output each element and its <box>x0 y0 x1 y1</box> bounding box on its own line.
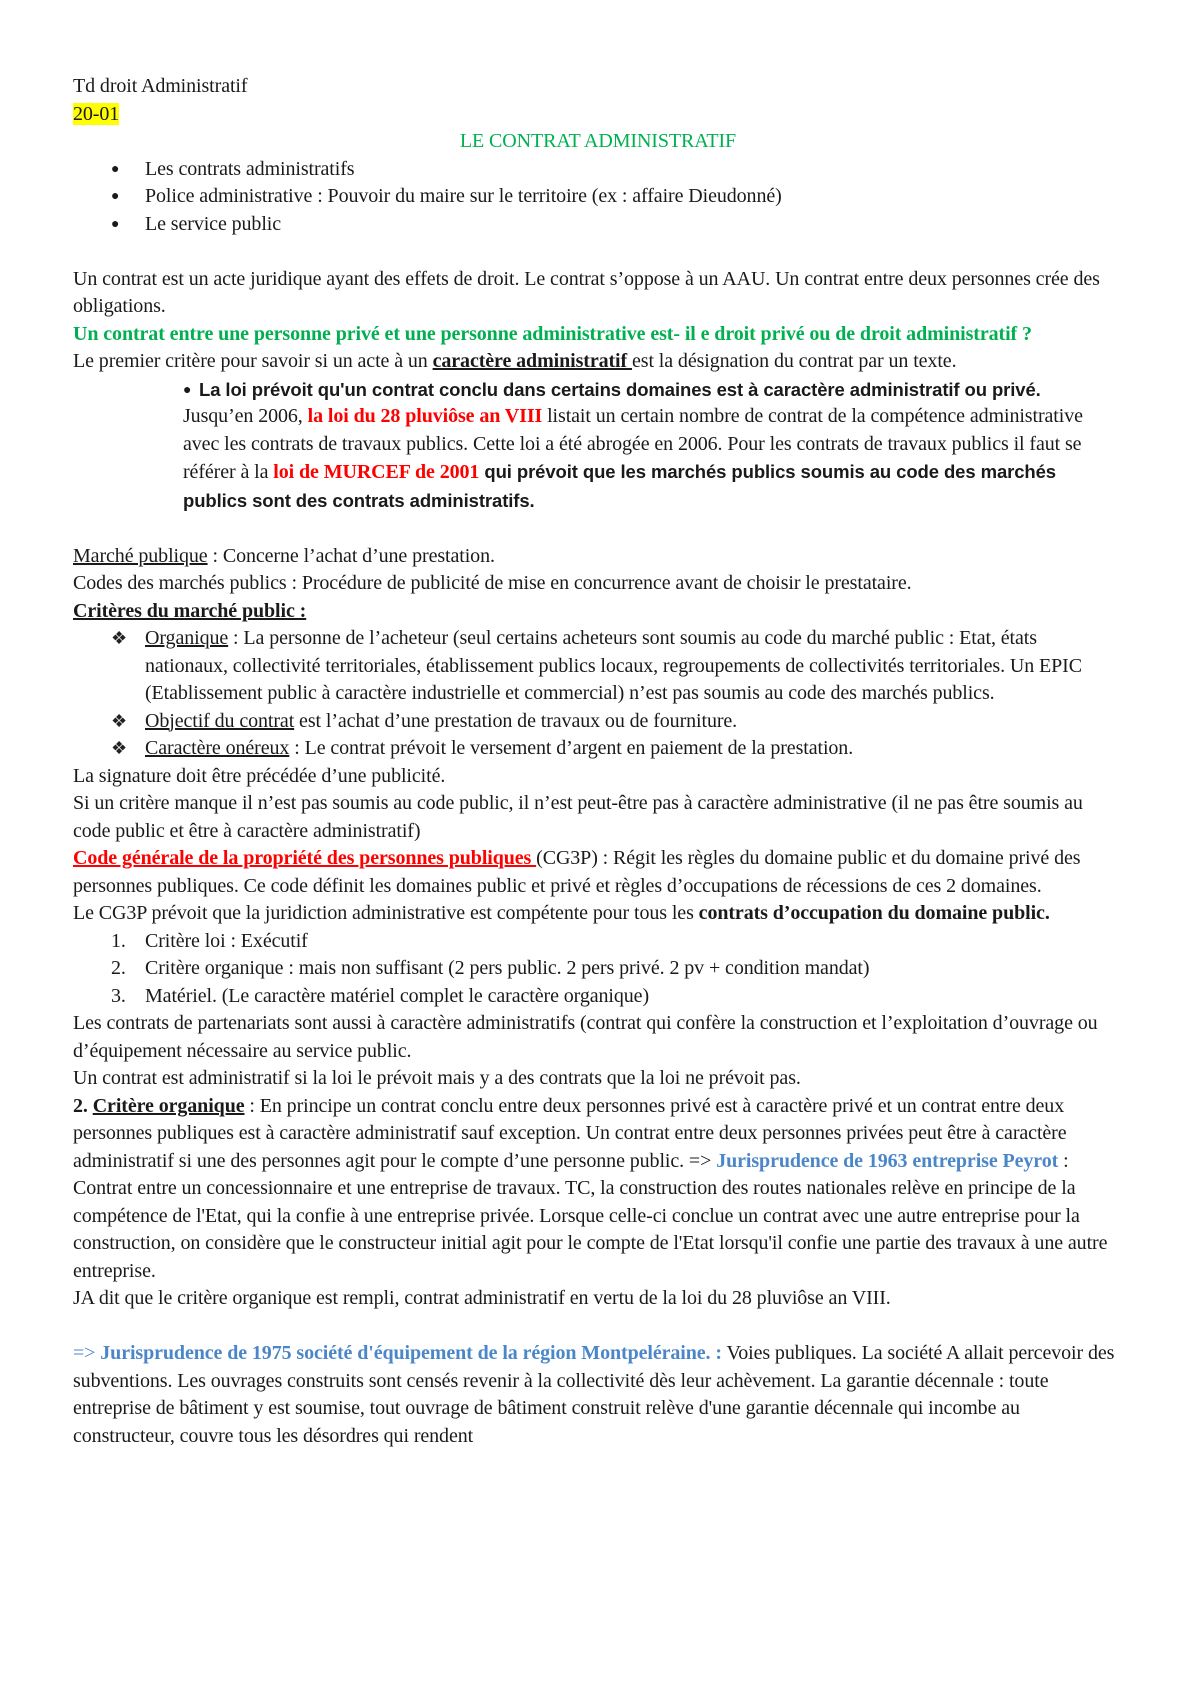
list-item: 2. Critère organique : mais non suffisant (2 pers public. 2 pers privé. 2 pv + condition mandat) <box>111 957 870 979</box>
organique-paragraph: 2. Critère organique : En principe un contrat conclu entre deux personnes privé est à caractère privé et un contrat entre deux personnes publiques est à caractère administratif sauf exception. Un contrat entre deux personnes privées peut être à caractère administratif si une des personnes agit pour le compte d’une personne public. => Jurisprudence de 1963 entreprise Peyrot : Contrat entre un concessionnaire et une entreprise de travaux. TC, la construction des routes nationales relève en principe de la compétence de l'Etat, qui la confie à une entreprise privée. Lorsque celle-ci conclue un contrat avec une autre entreprise pour la construction, on considère que le constructeur initial agit pour le compte de l'Etat lorsqu'il confie une partie des travaux à une autre entreprise. <box>73 1094 1108 1282</box>
law-paragraph: Jusqu’en 2006, la loi du 28 pluviôse an VIII listait un certain nombre de contrat de la compétence administrative avec les contrats de travaux publics. Cette loi a été abrogée en 2006. Pour les contrats de travaux publics il faut se référer à la loi de MURCEF de 2001 qui prévoit que les marchés publics soumis au code des marchés publics sont des contrats administratifs. <box>183 405 1083 511</box>
section-title: Critère organique <box>92 1094 245 1117</box>
numbered-list <box>73 928 1123 1011</box>
bullet-icon: ● <box>111 161 120 177</box>
criteria-heading: Critères du marché public : <box>73 599 307 622</box>
marche-definition: Marché publique : Concerne l’achat d’une prestation. <box>73 544 495 567</box>
diamond-bullet-icon: ❖ <box>111 738 128 758</box>
montpel-paragraph: => Jurisprudence de 1975 société d'équipement de la région Montpeléraine. : Voies publiques. La société A allait percevoir des subventions. Les ouvrages construits sont censés revenir à la collectivité dès leur achèvement. La garantie décennale : toute entreprise de bâtiment y est soumise, tout ouvrage de bâtiment construit relève d'une garantie décennale qui incombe au constructeur, couvre tous les désordres qui rendent <box>73 1342 1115 1447</box>
list-item: ❖ Organique : La personne de l’acheteur (seul certains acheteurs sont soumis au code du marché public : Etat, états nationaux, collectivité territoriales, établissement publics locaux, regroupements de collectivités territoriales. Un EPIC (Etablissement public à caractère industrielle et commercial) n’est pas soumis au code des marchés publics. <box>111 627 1082 704</box>
code-name: Code générale de la propriété des personnes publiques <box>73 847 537 869</box>
cg3p-paragraph: Code générale de la propriété des personnes publiques (CG3P) : Régit les règles du domaine public et du domaine privé des personnes publiques. Ce code définit les domaines public et privé et règles d’occupations de récessions de ces 2 domaines. <box>73 847 1081 897</box>
bullet-icon: ● <box>111 216 120 232</box>
topics-list <box>73 156 1123 239</box>
criteria-list <box>73 625 1123 763</box>
bullet-icon: ● <box>183 380 192 397</box>
codes-paragraph: Codes des marchés publics : Procédure de publicité de mise en concurrence avant de choisir le prestataire. <box>73 572 912 594</box>
date-highlight: 20-01 <box>73 102 120 125</box>
law-reference: loi de MURCEF de 2001 <box>273 461 480 483</box>
list-item: ❖ Caractère onéreux : Le contrat prévoit le versement d’argent en paiement de la prestation. <box>73 735 1123 763</box>
list-item: 1. Critère loi : Exécutif <box>111 929 308 952</box>
list-item: ❖ Objectif du contrat est l’achat d’une prestation de travaux ou de fourniture. <box>73 708 1123 736</box>
document-body <box>73 73 1123 1450</box>
intro-paragraph: Un contrat est un acte juridique ayant des effets de droit. Le contrat s’oppose à un AAU. Un contrat entre deux personnes crée des obligations. <box>73 267 1100 317</box>
signature-paragraph: La signature doit être précédée d’une publicité. <box>73 764 446 787</box>
jurisprudence-ref: Jurisprudence de 1975 société d'équipement de la région Montpeléraine. : <box>100 1342 722 1364</box>
ja-paragraph: JA dit que le critère organique est rempli, contrat administratif en vertu de la loi du 28 pluviôse an VIII. <box>73 1287 891 1309</box>
list-item: ● Police administrative : Pouvoir du maire sur le territoire (ex : affaire Dieudonné) <box>73 183 1123 211</box>
law-bullet: ● La loi prévoit qu'un contrat conclu dans certains domaines est à caractère administratif ou privé. <box>183 376 1123 404</box>
law-reference: la loi du 28 pluviôse an VIII <box>307 405 543 427</box>
admin-loi-paragraph: Un contrat est administratif si la loi le prévoit mais y a des contrats que la loi ne prévoit pas. <box>73 1067 801 1089</box>
question-heading: Un contrat entre une personne privé et une personne administrative est- il e droit privé ou de droit administratif ? <box>73 322 1032 345</box>
diamond-bullet-icon: ❖ <box>111 710 128 731</box>
list-item: ● Le service public <box>73 211 1123 239</box>
partenariats-paragraph: Les contrats de partenariats sont aussi à caractère administratifs (contrat qui confère la construction et l’exploitation d’ouvrage ou d’équipement nécessaire au service public. <box>73 1012 1098 1062</box>
law-block <box>73 376 1123 516</box>
manque-paragraph: Si un critère manque il n’est pas soumis au code public, il n’est peut-être pas à caractère administrative (il ne pas être soumis au code public et être à caractère administratif) <box>73 792 1083 842</box>
diamond-bullet-icon: ❖ <box>111 628 128 648</box>
list-item: 3. Matériel. (Le caractère matériel complet le caractère organique) <box>111 984 650 1007</box>
list-item: ● Les contrats administratifs <box>73 156 1123 184</box>
bullet-icon: ● <box>111 189 120 204</box>
jurisprudence-ref: Jurisprudence de 1963 entreprise Peyrot <box>716 1149 1059 1172</box>
main-heading: LE CONTRAT ADMINISTRATIF <box>459 130 737 152</box>
criterion-paragraph: Le premier critère pour savoir si un acte à un caractère administratif est la désignation du contrat par un texte. <box>73 350 957 372</box>
criterion-term: caractère administratif <box>432 350 632 372</box>
competence-paragraph: Le CG3P prévoit que la juridiction administrative est compétente pour tous les contrats d’occupation du domaine public. <box>73 902 1050 924</box>
doc-title: Td droit Administratif <box>73 75 248 97</box>
